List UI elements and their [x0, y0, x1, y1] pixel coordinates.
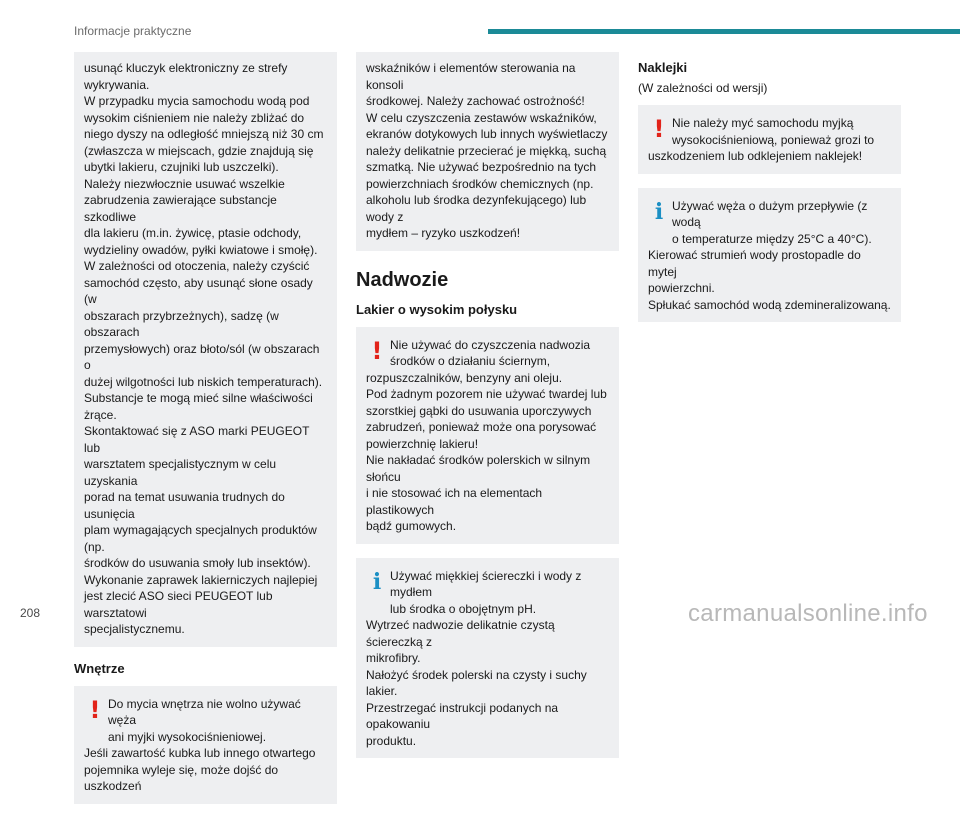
- text-line: Wykonanie zaprawek lakierniczych najlepiej: [84, 572, 318, 587]
- text-line: powierzchnię lakieru!: [366, 436, 479, 451]
- text-line: Używać węża o dużym przepływie (z wodą: [672, 198, 868, 229]
- text-line: specjalistycznemu.: [84, 622, 185, 636]
- text-line: bądź gumowych.: [366, 519, 457, 533]
- interior-subheading: Wnętrze: [74, 660, 125, 676]
- text-line: Wytrzeć nadwozie delikatnie czystą ściereczką z: [366, 618, 555, 649]
- header-accent-bar: [488, 29, 960, 34]
- text-line: Nie nakładać środków polerskich w silnym słońcu: [366, 453, 591, 484]
- text-line: Spłukać samochód wodą zdemineralizowaną.: [648, 297, 891, 312]
- text-line: wydzieliny owadów, pyłki kwiatowe i smołę).: [84, 242, 318, 257]
- text-line: i nie stosować ich na elementach plastikowych: [366, 486, 543, 517]
- warning-icon: !: [371, 336, 383, 365]
- text-line: ekranów dotykowych lub innych wyświetlaczy: [366, 127, 608, 141]
- text-line: Skontaktować się z ASO marki PEUGEOT lub: [84, 424, 310, 455]
- text-line: ani myjki wysokociśnieniowej.: [108, 729, 267, 744]
- text-line: Nie należy myć samochodu myjką: [672, 116, 854, 130]
- text-line: Przestrzegać instrukcji podanych na opakowaniu: [366, 700, 559, 731]
- console-text-box: [356, 52, 619, 251]
- text-line: Jeśli zawartość kubka lub innego otwartego: [84, 746, 316, 760]
- bodywork-heading: Nadwozie: [356, 268, 449, 291]
- text-line: usunąć kluczyk elektroniczny ze strefy: [84, 61, 288, 75]
- text-line: W przypadku mycia samochodu wodą pod: [84, 94, 310, 108]
- text-line: środków o działaniu ściernym,: [390, 354, 551, 368]
- text-line: powierzchni.: [648, 281, 715, 295]
- stickers-warning-box: [638, 105, 901, 174]
- text-line: Do mycia wnętrza nie wolno używać węża: [108, 696, 301, 727]
- text-line: dużej wilgotności lub niskich temperaturach).: [84, 374, 323, 389]
- text-line: środków do usuwania smoły lub insektów).: [84, 556, 311, 570]
- warning-icon: !: [89, 695, 101, 724]
- text-line: Należy niezwłocznie usuwać wszelkie: [84, 176, 285, 191]
- text-line: szorstkiej gąbki do usuwania uporczywych: [366, 403, 592, 418]
- text-line: mikrofibry.: [366, 651, 421, 665]
- text-line: zabrudzeń, ponieważ może ona porysować: [366, 420, 597, 434]
- section-title: Informacje praktyczne: [74, 24, 192, 38]
- text-line: o temperaturze między 25°C a 40°C).: [672, 231, 872, 246]
- text-line: Nałożyć środek polerski na czysty i suchy lakier.: [366, 667, 587, 698]
- interior-warning-box: [74, 686, 337, 804]
- text-line: plam wymagających specjalnych produktów (np.: [84, 523, 317, 554]
- text-line: Nie używać do czyszczenia nadwozia: [390, 337, 591, 352]
- text-line: samochód często, aby usunąć słone osady (w: [84, 275, 313, 306]
- warning-text: [366, 337, 609, 535]
- column-2: [356, 52, 619, 772]
- text-line: wysokociśnieniową, ponieważ grozi to: [672, 132, 875, 147]
- text-line: należy delikatnie przecierać je miękką, suchą: [366, 143, 607, 158]
- text-line: wysokim ciśnieniem nie należy zbliżać do: [84, 110, 305, 125]
- text-line: W celu czyszczenia zestawów wskaźników,: [366, 110, 597, 125]
- text-line: wskaźników i elementów sterowania na konsoli: [366, 61, 576, 92]
- text-line: szmatką. Nie używać bezpośrednio na tych: [366, 160, 597, 174]
- text-line: porad na temat usuwania trudnych do usunięcia: [84, 490, 285, 521]
- column-1: [74, 52, 337, 818]
- high-gloss-subheading: Lakier o wysokim połysku: [356, 301, 518, 317]
- text-line: niego dyszy na odległość mniejszą niż 30 cm: [84, 127, 324, 141]
- bodywork-info-box: [356, 558, 619, 759]
- text-line: W zależności od otoczenia, należy czyścić: [84, 259, 310, 273]
- info-icon: i: [654, 198, 664, 225]
- text-line: środkowej. Należy zachować ostrożność!: [366, 94, 585, 108]
- text-line: warsztatem specjalistycznym w celu uzyskania: [84, 457, 277, 488]
- text-line: mydłem – ryzyko uszkodzeń!: [366, 226, 521, 240]
- text-line: jest zlecić ASO sieci PEUGEOT lub warsztatowi: [84, 589, 273, 620]
- warning-text: [84, 696, 327, 795]
- text-line: lub środka o obojętnym pH.: [390, 601, 537, 616]
- text-line: Substancje te mogą mieć silne właściwości: [84, 391, 313, 405]
- text-line: przemysłowych) oraz błoto/sól (w obszarach o: [84, 341, 320, 372]
- text-line: uszkodzeniem lub odklejeniem naklejek!: [648, 149, 863, 163]
- cleaning-text-box: [74, 52, 337, 647]
- text-line: Kierować strumień wody prostopadle do mytej: [648, 248, 861, 279]
- version-note: (W zależności od wersji): [638, 81, 768, 95]
- text-line: produktu.: [366, 733, 417, 748]
- info-text: [366, 568, 609, 750]
- bodywork-warning-box: [356, 327, 619, 544]
- page-number: 208: [20, 606, 41, 620]
- text-line: (zwłaszcza w miejscach, gdzie znajdują się: [84, 143, 314, 158]
- text-line: pojemnika wyleje się, może dojść do uszkodzeń: [84, 762, 279, 793]
- text-line: obszarach przybrzeżnych), sadzę (w obszarach: [84, 308, 279, 339]
- text-line: Używać miękkiej ściereczki i wody z mydłem: [390, 568, 582, 599]
- text-line: ubytki lakieru, czujniki lub uszczelki).: [84, 160, 279, 174]
- text-line: alkoholu lub środka dezynfekującego) lub wody z: [366, 193, 587, 224]
- stickers-info-box: [638, 188, 901, 323]
- info-text: [648, 198, 891, 314]
- watermark: carmanualsonline.info: [688, 600, 928, 627]
- text-line: rozpuszczalników, benzyny ani oleju.: [366, 370, 563, 385]
- stickers-subheading: Naklejki: [638, 60, 688, 75]
- text-line: powierzchniach środków chemicznych (np.: [366, 176, 594, 191]
- text-line: zabrudzenia zawierające substancje szkodliwe: [84, 193, 277, 224]
- column-3: [638, 52, 901, 336]
- text-line: żrące.: [84, 407, 117, 422]
- text-line: Pod żadnym pozorem nie używać twardej lub: [366, 387, 607, 401]
- text-line: dla lakieru (m.in. żywicę, ptasie odchody,: [84, 226, 302, 240]
- info-icon: i: [372, 568, 382, 595]
- text-line: wykrywania.: [84, 77, 150, 92]
- warning-text: [648, 115, 891, 165]
- warning-icon: !: [653, 115, 665, 143]
